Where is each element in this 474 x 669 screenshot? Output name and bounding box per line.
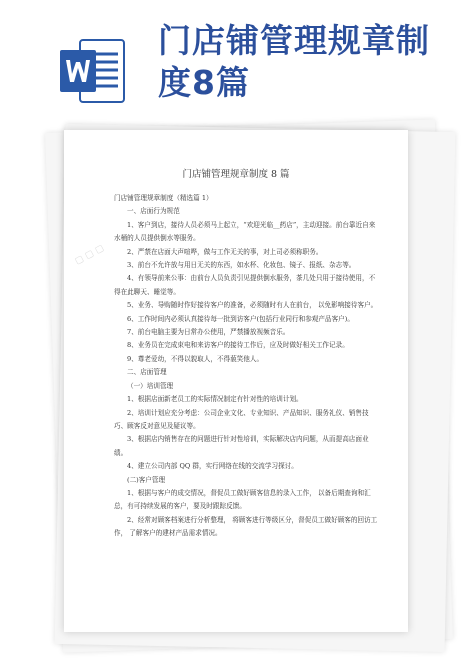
document-paragraph: 2、经常对顾客档案进行分析整理， 将顾客进行等级区分，督促员工做好顾客的回访工作， 了解客户的建材产品需求情况。	[114, 515, 378, 538]
document-paragraph: 一、店面行为规范	[127, 207, 180, 216]
document-paragraph: 1、根据与客户的成交情况，督促员工做好顾客信息的录入工作， 以备后期查询和汇总，有可持续发展的客户，要及时跟踪反馈。	[114, 488, 371, 511]
document-paragraph: 9、尊老爱幼，不得以貌取人，不得藐笑他人。	[127, 354, 264, 363]
watermark: ▢ ▢ ▢	[73, 243, 106, 267]
document-paragraph: 3、前台不允许放与用日无关的东西，如水杯、化妆包、镜子、报纸、杂志等。	[127, 261, 356, 270]
document-paragraph: 1、客户到店，接待人员必须马上起立，“欢迎光临__药店”，主动迎接。前台靠近自来水桶的人员提供倒水等服务。	[114, 220, 376, 243]
document-title: 门店铺管理规章制度 8 篇	[182, 169, 290, 180]
document-paragraph: 7、前台电脑主要为日常办公使用，严禁播放视频音乐。	[127, 328, 290, 337]
document-paragraph: (二)客户管理	[127, 475, 166, 484]
word-document-icon	[58, 34, 128, 108]
document-page	[64, 130, 408, 632]
document-paragraph: 2、严禁在店面大声喧哗，做与工作无关的事，对上司必须称职务。	[127, 247, 323, 256]
document-body	[114, 192, 380, 541]
document-paragraph: （一）培训管理	[127, 381, 174, 390]
document-paragraph: 2、培训计划应充分考虑：公司企业文化、专业知识、产品知识、服务礼仪、销售技巧、顾客反对意见及疑议等。	[114, 408, 369, 430]
document-paragraph: 3、根据店内销售存在的问题进行针对性培训，实际解决店内问题，从而提高店面业绩。	[114, 435, 369, 457]
document-paragraph: 门店铺管理规章制度（精选篇 1）	[114, 194, 213, 202]
document-paragraph: 4、有领导前来公事：由前台人员负责引见提供倒水服务，茶几处只用于接待使用，不得在此聊天、睡觉等。	[114, 274, 376, 296]
banner-title: 门店铺管理规章制度8篇	[158, 21, 430, 102]
document-paragraph: 1、根据店面新老员工的实际情况制定有针对性的培训计划。	[127, 395, 303, 404]
document-paragraph: 6、工作时间内必须认真接待每一批到访客户(包括行业同行和参观产品客户)。	[127, 314, 354, 323]
document-paragraph: 5、业务、导购随时作好接待客户的准备，必须随时有人在前台， 以免影响接待客户。	[127, 301, 378, 310]
document-paragraph: 8、业务员在完成束电和来访客户的接待工作后，应及时做好相关工作记录。	[127, 341, 349, 350]
document-paragraph: 4、建立公司内部 QQ 群，实行网络在线的交流学习探讨。	[127, 462, 298, 471]
document-paragraph: 二、店面管理	[127, 368, 167, 377]
